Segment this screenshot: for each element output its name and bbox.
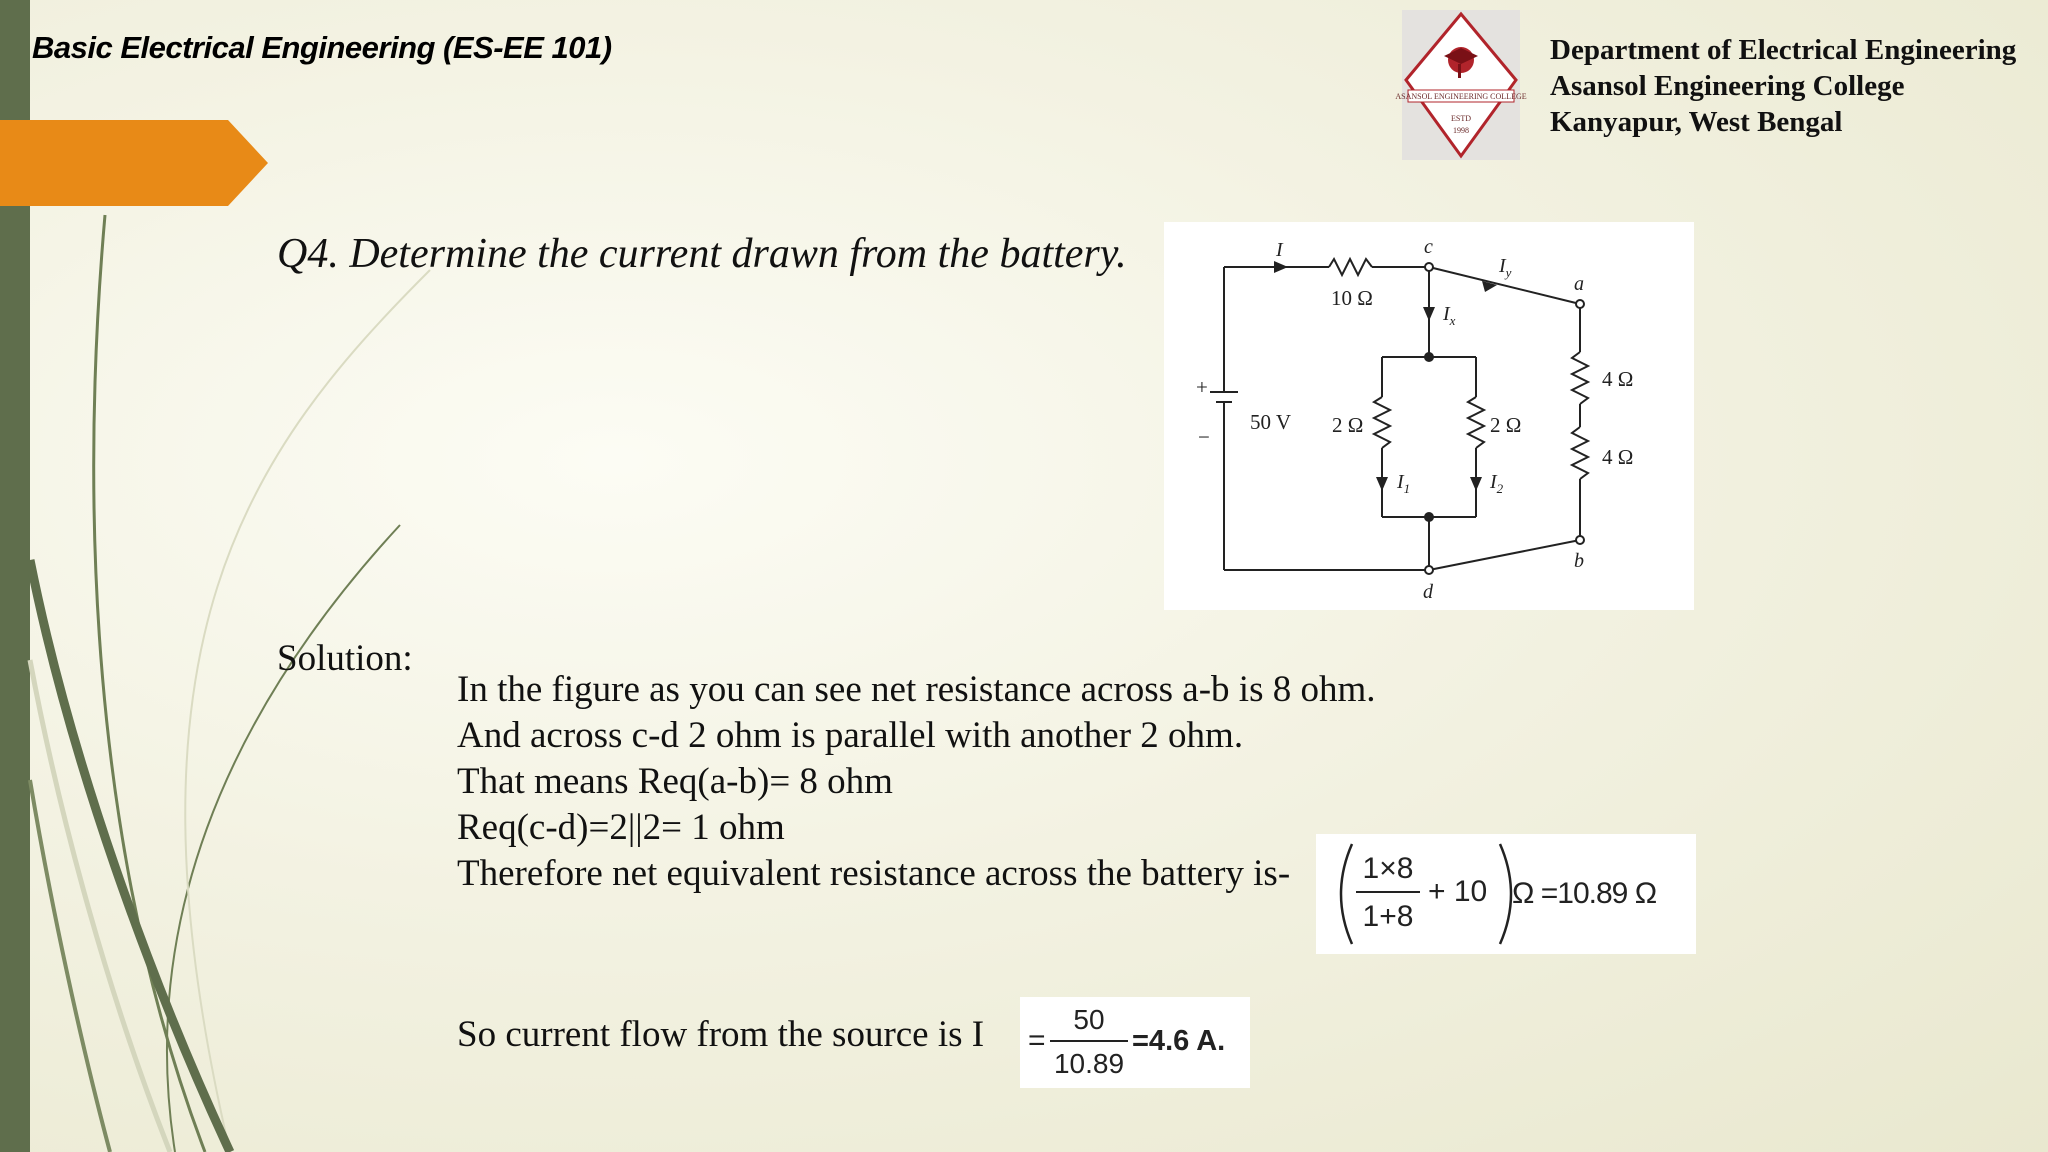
college-logo [1395, 10, 1527, 160]
question-text: Q4. Determine the current drawn from the battery. [277, 231, 1127, 277]
arrow-I [1274, 261, 1288, 273]
arrow-I1 [1376, 477, 1388, 491]
course-title: Basic Electrical Engineering (ES-EE 101) [32, 30, 612, 65]
eq1-plus-term: + 10 [1428, 875, 1488, 908]
resistor-4-ohm-top [1572, 352, 1588, 404]
department-line-3: Kanyapur, West Bengal [1550, 106, 1843, 138]
eq2-denominator: 10.89 [1053, 1048, 1125, 1079]
node-b-terminal [1576, 536, 1584, 544]
logo-college-name: ASANSOL ENGINEERING COLLEGE [1395, 92, 1527, 101]
parallel-left-label: 2 Ω [1332, 413, 1364, 437]
arrow-I2 [1470, 477, 1482, 491]
logo-estd: ESTD [1451, 114, 1471, 123]
department-line-2: Asansol Engineering College [1550, 70, 1905, 102]
resistor-2-ohm-right [1468, 397, 1484, 448]
solution-line-4: Req(c-d)=2||2= 1 ohm [457, 807, 785, 848]
logo-year: 1998 [1453, 126, 1469, 135]
series-resistor-label: 10 Ω [1331, 286, 1373, 310]
circuit-diagram [1164, 222, 1694, 610]
right-paren [1500, 844, 1511, 944]
node-a-terminal [1576, 300, 1584, 308]
current-Ix-label: $I_x$ [1443, 303, 1456, 328]
resistor-10-ohm [1329, 259, 1372, 275]
solution-text [457, 667, 1376, 897]
node-a-label: a [1574, 273, 1584, 295]
current-I1-label: $I_1$ [1397, 471, 1411, 496]
eq1-numerator: 1×8 [1362, 852, 1414, 885]
node-d-terminal [1425, 566, 1433, 574]
current-statement: So current flow from the source is I [457, 1014, 985, 1055]
solution-line-3: That means Req(a-b)= 8 ohm [457, 761, 893, 802]
battery-plus: + [1196, 375, 1208, 399]
left-paren [1341, 844, 1352, 944]
solution-line-2: And across c-d 2 ohm is parallel with another 2 ohm. [457, 715, 1244, 756]
battery-minus: − [1198, 425, 1210, 449]
eq2-numerator: 50 [1073, 1004, 1105, 1035]
current-Iy-label: $I_y$ [1499, 255, 1512, 280]
parallel-right-label: 2 Ω [1490, 413, 1522, 437]
equivalent-resistance-equation [1316, 834, 1696, 954]
resistor-2-ohm-left [1374, 397, 1390, 448]
node-d-label: d [1423, 581, 1433, 603]
node-c-terminal [1425, 263, 1433, 271]
solution-label: Solution: [277, 638, 413, 679]
node-c-label: c [1424, 236, 1433, 258]
source-voltage-label: 50 V [1250, 410, 1292, 434]
junction-bottom [1424, 512, 1434, 522]
branch-top-label: 4 Ω [1602, 367, 1634, 391]
branch-bottom-label: 4 Ω [1602, 445, 1634, 469]
eq1-result: Ω =10.89 Ω [1512, 877, 1657, 910]
department-info [1550, 32, 2016, 140]
solution-line-1: In the figure as you can see net resistance across a-b is 8 ohm. [457, 669, 1376, 710]
eq2-result: =4.6 A. [1132, 1025, 1226, 1057]
junction-top [1424, 352, 1434, 362]
solution-line-5: Therefore net equivalent resistance across the battery is- [457, 853, 1291, 894]
orange-tab-shape [0, 120, 270, 206]
node-b-label: b [1574, 550, 1584, 572]
resistor-4-ohm-bottom [1572, 427, 1588, 479]
eq1-denominator: 1+8 [1362, 900, 1414, 933]
department-line-1: Department of Electrical Engineering [1550, 34, 2017, 66]
current-I-label: I [1276, 239, 1283, 261]
current-I2-label: $I_2$ [1490, 471, 1504, 496]
current-equation [1020, 997, 1250, 1088]
eq2-equals: = [1028, 1024, 1046, 1057]
arrow-Ix [1423, 307, 1435, 321]
